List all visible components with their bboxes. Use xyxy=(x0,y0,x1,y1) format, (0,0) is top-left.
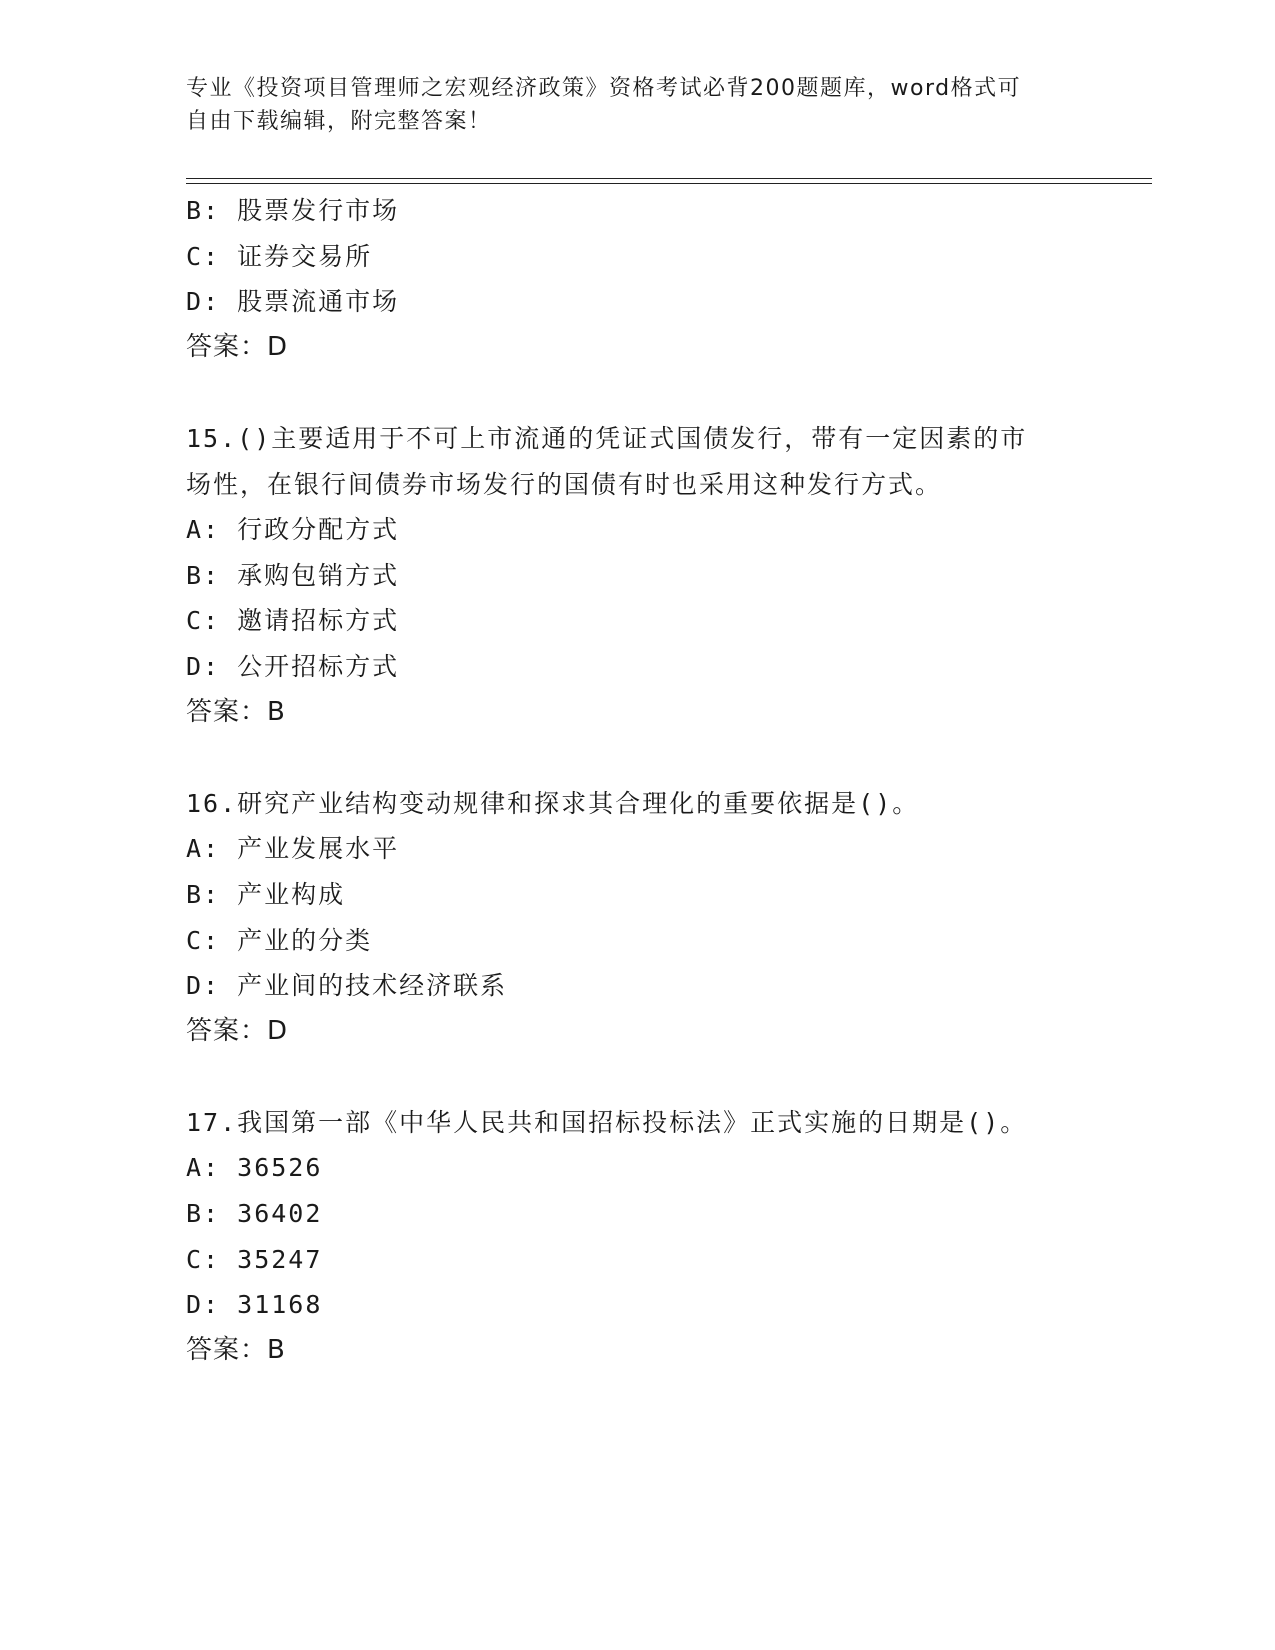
answer: 答案：B xyxy=(186,1334,286,1365)
question-16 xyxy=(186,781,1086,1055)
option-b: B: 36402 xyxy=(186,1199,323,1229)
option-a: A: 产业发展水平 xyxy=(186,834,400,864)
option-c: C: 产业的分类 xyxy=(186,925,373,955)
question-17 xyxy=(186,1100,1086,1374)
option-d: D: 股票流通市场 xyxy=(186,287,400,317)
option-d: D: 产业间的技术经济联系 xyxy=(186,971,508,1001)
option-b: B: 产业构成 xyxy=(186,879,346,909)
option-d: D: 公开招标方式 xyxy=(186,651,400,681)
option-c: C: 证券交易所 xyxy=(186,241,373,271)
option-a: A: 36526 xyxy=(186,1153,323,1183)
question-stem-line-1: 16.研究产业结构变动规律和探求其合理化的重要依据是()。 xyxy=(186,788,920,818)
option-b: B: 承购包销方式 xyxy=(186,560,400,590)
option-c: C: 35247 xyxy=(186,1244,323,1274)
option-c: C: 邀请招标方式 xyxy=(186,606,400,636)
option-d: D: 31168 xyxy=(186,1290,323,1320)
question-stem-line-1: 17.我国第一部《中华人民共和国招标投标法》正式实施的日期是()。 xyxy=(186,1107,1028,1137)
spacer xyxy=(186,735,1086,781)
option-b: B: 股票发行市场 xyxy=(186,196,400,225)
header-line-1: 专业《投资项目管理师之宏观经济政策》资格考试必背200题题库，word格式可 xyxy=(186,76,1022,101)
spacer xyxy=(186,370,1086,416)
question-stem-line-1: 15.()主要适用于不可上市流通的凭证式国债发行，带有一定因素的市 xyxy=(186,423,1028,453)
spacer xyxy=(186,1054,1086,1100)
option-a: A: 行政分配方式 xyxy=(186,515,400,545)
document-body xyxy=(186,188,1086,1373)
question-15 xyxy=(186,416,1086,735)
question-stem-line-2: 场性，在银行间债券市场发行的国债有时也采用这种发行方式。 xyxy=(186,469,943,499)
header-divider xyxy=(186,178,1152,184)
answer: 答案：D xyxy=(186,1015,289,1046)
question-14-continuation xyxy=(186,188,1086,370)
header-line-2: 自由下载编辑，附完整答案！ xyxy=(186,109,492,134)
answer: 答案：B xyxy=(186,696,286,727)
answer: 答案：D xyxy=(186,331,289,362)
page-header xyxy=(186,72,1086,138)
